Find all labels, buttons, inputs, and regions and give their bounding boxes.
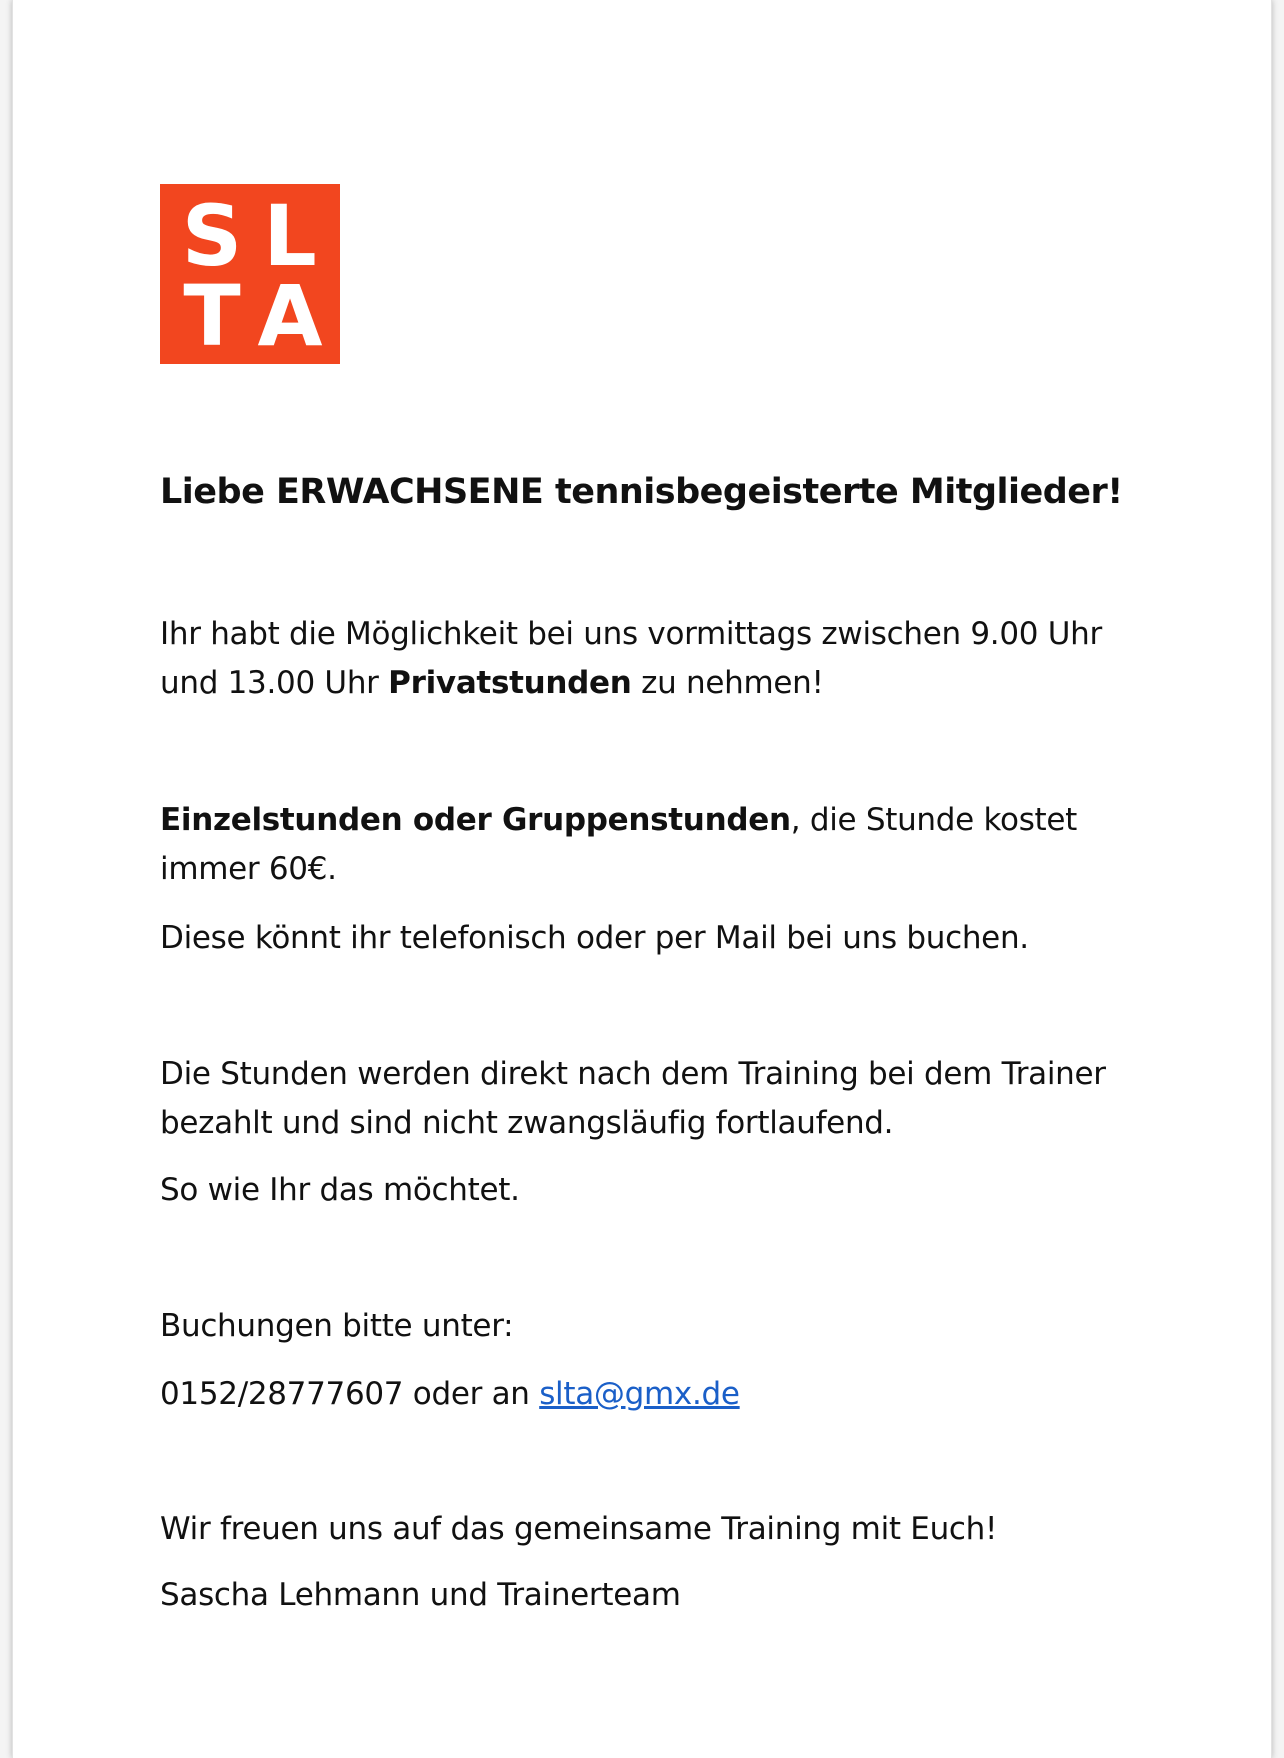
paragraph-closing: Wir freuen uns auf das gemeinsame Training mit Euch! — [160, 1511, 998, 1547]
paragraph-price — [160, 796, 1160, 894]
private-lessons-bold: Privatstunden — [388, 665, 632, 701]
signature: Sascha Lehmann und Trainerteam — [160, 1577, 681, 1613]
private-lessons-text-end: zu nehmen! — [631, 665, 824, 701]
paragraph-booking-label: Buchungen bitte unter: — [160, 1308, 514, 1344]
logo-letter-l: L — [263, 187, 317, 285]
document-page — [12, 0, 1272, 1758]
paragraph-booking-method: Diese könnt ihr telefonisch oder per Mail bei uns buchen. — [160, 920, 1029, 956]
letter-heading: Liebe ERWACHSENE tennisbegeisterte Mitglieder! — [160, 472, 1123, 512]
paragraph-private-lessons — [160, 610, 1160, 708]
phone-number: 0152/28777607 oder an — [160, 1376, 540, 1412]
email-link[interactable]: slta@gmx.de — [539, 1376, 740, 1412]
slta-logo — [160, 184, 340, 364]
logo-letter-t: T — [183, 267, 241, 365]
logo-letter-s: S — [181, 187, 243, 285]
logo-letter-a: A — [257, 267, 323, 365]
paragraph-payment: Die Stunden werden direkt nach dem Training bei dem Trainer bezahlt und sind nicht zwangsläufig fortlaufend. — [160, 1056, 1106, 1141]
lesson-types-bold: Einzelstunden oder Gruppenstunden — [160, 802, 791, 838]
paragraph-contact — [160, 1370, 1160, 1419]
price-text: , die Stunde kostet immer 60€. — [160, 802, 1078, 887]
paragraph-as-you-like: So wie Ihr das möchtet. — [160, 1172, 520, 1208]
private-lessons-text: Ihr habt die Möglichkeit bei uns vormittags zwischen 9.00 Uhr und 13.00 Uhr — [160, 616, 1102, 701]
